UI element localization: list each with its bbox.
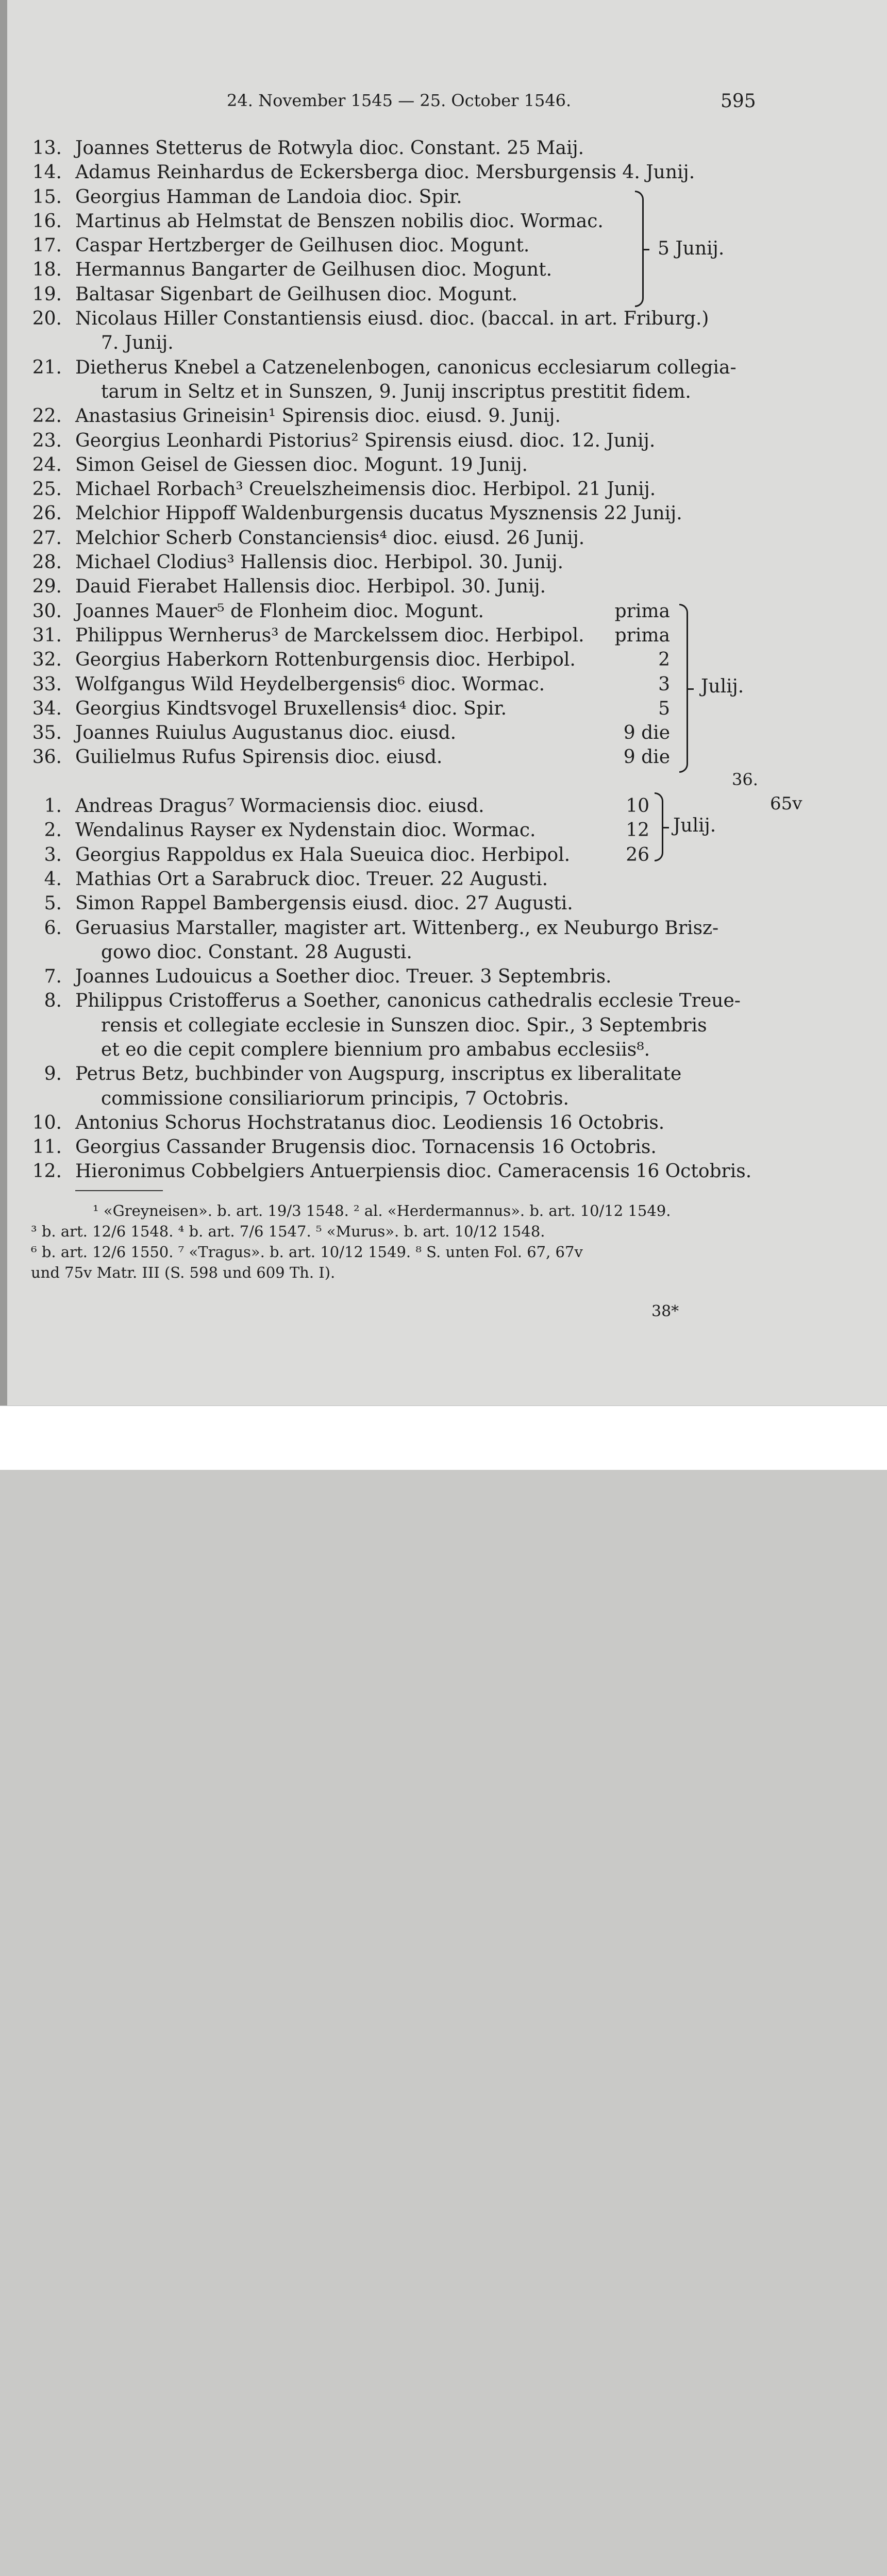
entry-day: 26 bbox=[626, 844, 649, 866]
entry-line: 7. Junij. bbox=[101, 332, 174, 354]
entry-line: 26. Melchior Hippoff Waldenburgensis ducatus Mysznensis 22 Junij. bbox=[32, 503, 682, 524]
footnote-line: ¹ «Greyneisen». b. art. 19/3 1548. ² al. «Herdermannus». b. art. 10/12 1549. bbox=[93, 1202, 671, 1219]
brace-julij-1 bbox=[679, 604, 688, 773]
footnote-line: und 75v Matr. III (S. 598 und 609 Th. I). bbox=[31, 1264, 336, 1281]
entry-line: 5. Simon Rappel Bambergensis eiusd. dioc. 27 Augusti. bbox=[44, 893, 573, 914]
brace-julij-2 bbox=[655, 792, 663, 861]
entry-line: 14. Adamus Reinhardus de Eckersberga dioc. Mersburgensis 4. Junij. bbox=[32, 162, 695, 183]
entry-line: 27. Melchior Scherb Constanciensis⁴ dioc. eiusd. 26 Junij. bbox=[32, 527, 585, 549]
entry-line: 6. Geruasius Marstaller, magister art. Wittenberg., ex Neuburgo Brisz- bbox=[44, 917, 719, 939]
entry-line: 13. Joannes Stetterus de Rotwyla dioc. Constant. 25 Maij. bbox=[32, 138, 584, 159]
brace-junij bbox=[635, 191, 644, 307]
entry-line: 24. Simon Geisel de Giessen dioc. Mogunt. 19 Junij. bbox=[32, 454, 528, 476]
entry-line: 7. Joannes Ludouicus a Soether dioc. Treuer. 3 Septembris. bbox=[44, 966, 612, 988]
entry-line: 10. Antonius Schorus Hochstratanus dioc. Leodiensis 16 Octobris. bbox=[32, 1112, 665, 1133]
entry-line: 32. Georgius Haberkorn Rottenburgensis dioc. Herbipol. 2 bbox=[0, 648, 887, 672]
entry-line: commissione consiliariorum principis, 7 Octobris. bbox=[101, 1088, 569, 1109]
entry-line: 29. Dauid Fierabet Hallensis dioc. Herbipol. 30. Junij. bbox=[32, 576, 546, 598]
folio-note: 65v bbox=[770, 793, 802, 814]
brace-label-junij: 5 Junij. bbox=[658, 238, 725, 259]
entry-line: 21. Dietherus Knebel a Catzenelenbogen, canonicus ecclesiarum collegia- bbox=[32, 357, 737, 378]
digitization-footer bbox=[0, 1405, 887, 1470]
footnote-line: ⁶ b. art. 12/6 1550. ⁷ «Tragus». b. art. 10/12 1549. ⁸ S. unten Fol. 67, 67v bbox=[31, 1243, 583, 1261]
entry-line: 9. Petrus Betz, buchbinder von Augspurg, inscriptus ex liberalitate bbox=[44, 1063, 682, 1085]
brace-label-julij-2: Julij. bbox=[673, 815, 716, 836]
entry-line: 16. Martinus ab Helmstat de Benszen nobilis dioc. Wormac. bbox=[32, 210, 604, 232]
count-note: 36. bbox=[732, 770, 758, 789]
entry-line: 17. Caspar Hertzberger de Geilhusen dioc. Mogunt. bbox=[32, 235, 530, 257]
footnote-line: ³ b. art. 12/6 1548. ⁴ b. art. 7/6 1547. ⁵ «Murus». b. art. 10/12 1548. bbox=[31, 1223, 545, 1240]
entry-line: 31. Philippus Wernherus³ de Marckelssem dioc. Herbipol. prima bbox=[0, 623, 887, 648]
entry-day: 3 bbox=[658, 673, 670, 695]
entry-line: 33. Wolfgangus Wild Heydelbergensis⁶ dioc. Wormac. 3 bbox=[0, 672, 887, 697]
entry-day: 9 die bbox=[623, 747, 670, 768]
entry-day: 5 bbox=[658, 698, 670, 719]
entry-line: 1. Andreas Dragus⁷ Wormaciensis dioc. eiusd. 10 bbox=[0, 794, 887, 818]
entry-line: 34. Georgius Kindtsvogel Bruxellensis⁴ dioc. Spir. 5 bbox=[0, 697, 887, 721]
register-entries bbox=[0, 136, 887, 1184]
footnote-rule bbox=[75, 1190, 163, 1191]
entry-day: 12 bbox=[626, 820, 649, 841]
entry-day: prima bbox=[614, 600, 670, 622]
entry-line: 28. Michael Clodius³ Hallensis dioc. Herbipol. 30. Junij. bbox=[32, 552, 564, 573]
page-number: 595 bbox=[721, 91, 756, 112]
entry-day: prima bbox=[614, 624, 670, 646]
entry-line: 12. Hieronimus Cobbelgiers Antuerpiensis dioc. Cameracensis 16 Octobris. bbox=[32, 1161, 752, 1182]
brace-label-julij-1: Julij. bbox=[701, 676, 744, 697]
entry-line: 19. Baltasar Sigenbart de Geilhusen dioc. Mogunt. bbox=[32, 283, 518, 305]
entry-day: 2 bbox=[658, 649, 670, 671]
entry-line: rensis et collegiate ecclesie in Sunszen dioc. Spir., 3 Septembris bbox=[101, 1014, 707, 1036]
entry-line: 11. Georgius Cassander Brugensis dioc. Tornacensis 16 Octobris. bbox=[32, 1137, 657, 1158]
entry-day: 10 bbox=[626, 795, 649, 817]
entry-line: 15. Georgius Hamman de Landoia dioc. Spir. bbox=[32, 186, 462, 208]
running-header: 24. November 1545 — 25. October 1546. bbox=[227, 91, 572, 110]
entry-line: 36. Guilielmus Rufus Spirensis dioc. eiusd. 9 die bbox=[0, 745, 887, 769]
entry-line: 23. Georgius Leonhardi Pistorius² Spirensis eiusd. dioc. 12. Junij. bbox=[32, 430, 656, 451]
entry-line: 3. Georgius Rappoldus ex Hala Sueuica dioc. Herbipol. 26 bbox=[0, 843, 887, 867]
entry-line: 4. Mathias Ort a Sarabruck dioc. Treuer. 22 Augusti. bbox=[44, 868, 548, 890]
entry-line: tarum in Seltz et in Sunszen, 9. Junij inscriptus prestitit fidem. bbox=[101, 381, 691, 402]
entry-line: 2. Wendalinus Rayser ex Nydenstain dioc. Wormac. 12 bbox=[0, 818, 887, 842]
entry-line: 30. Joannes Mauer⁵ de Flonheim dioc. Mogunt. prima bbox=[0, 599, 887, 623]
entry-line: 20. Nicolaus Hiller Constantiensis eiusd. dioc. (baccal. in art. Friburg.) bbox=[32, 308, 709, 330]
entry-day: 9 die bbox=[623, 722, 670, 744]
entry-line: 18. Hermannus Bangarter de Geilhusen dioc. Mogunt. bbox=[32, 259, 553, 281]
entry-line: 22. Anastasius Grineisin¹ Spirensis dioc. eiusd. 9. Junij. bbox=[32, 405, 561, 427]
entry-line: 25. Michael Rorbach³ Creuelszheimensis dioc. Herbipol. 21 Junij. bbox=[32, 479, 656, 500]
entry-line: gowo dioc. Constant. 28 Augusti. bbox=[101, 941, 412, 963]
entry-line: 8. Philippus Cristofferus a Soether, canonicus cathedralis ecclesie Treue- bbox=[44, 990, 741, 1012]
entry-line: 35. Joannes Ruiulus Augustanus dioc. eiusd. 9 die bbox=[0, 721, 887, 745]
signature-mark: 38* bbox=[651, 1302, 679, 1320]
entry-line: et eo die cepit complere biennium pro ambabus ecclesiis⁸. bbox=[101, 1039, 650, 1060]
footnotes bbox=[31, 1200, 763, 1283]
